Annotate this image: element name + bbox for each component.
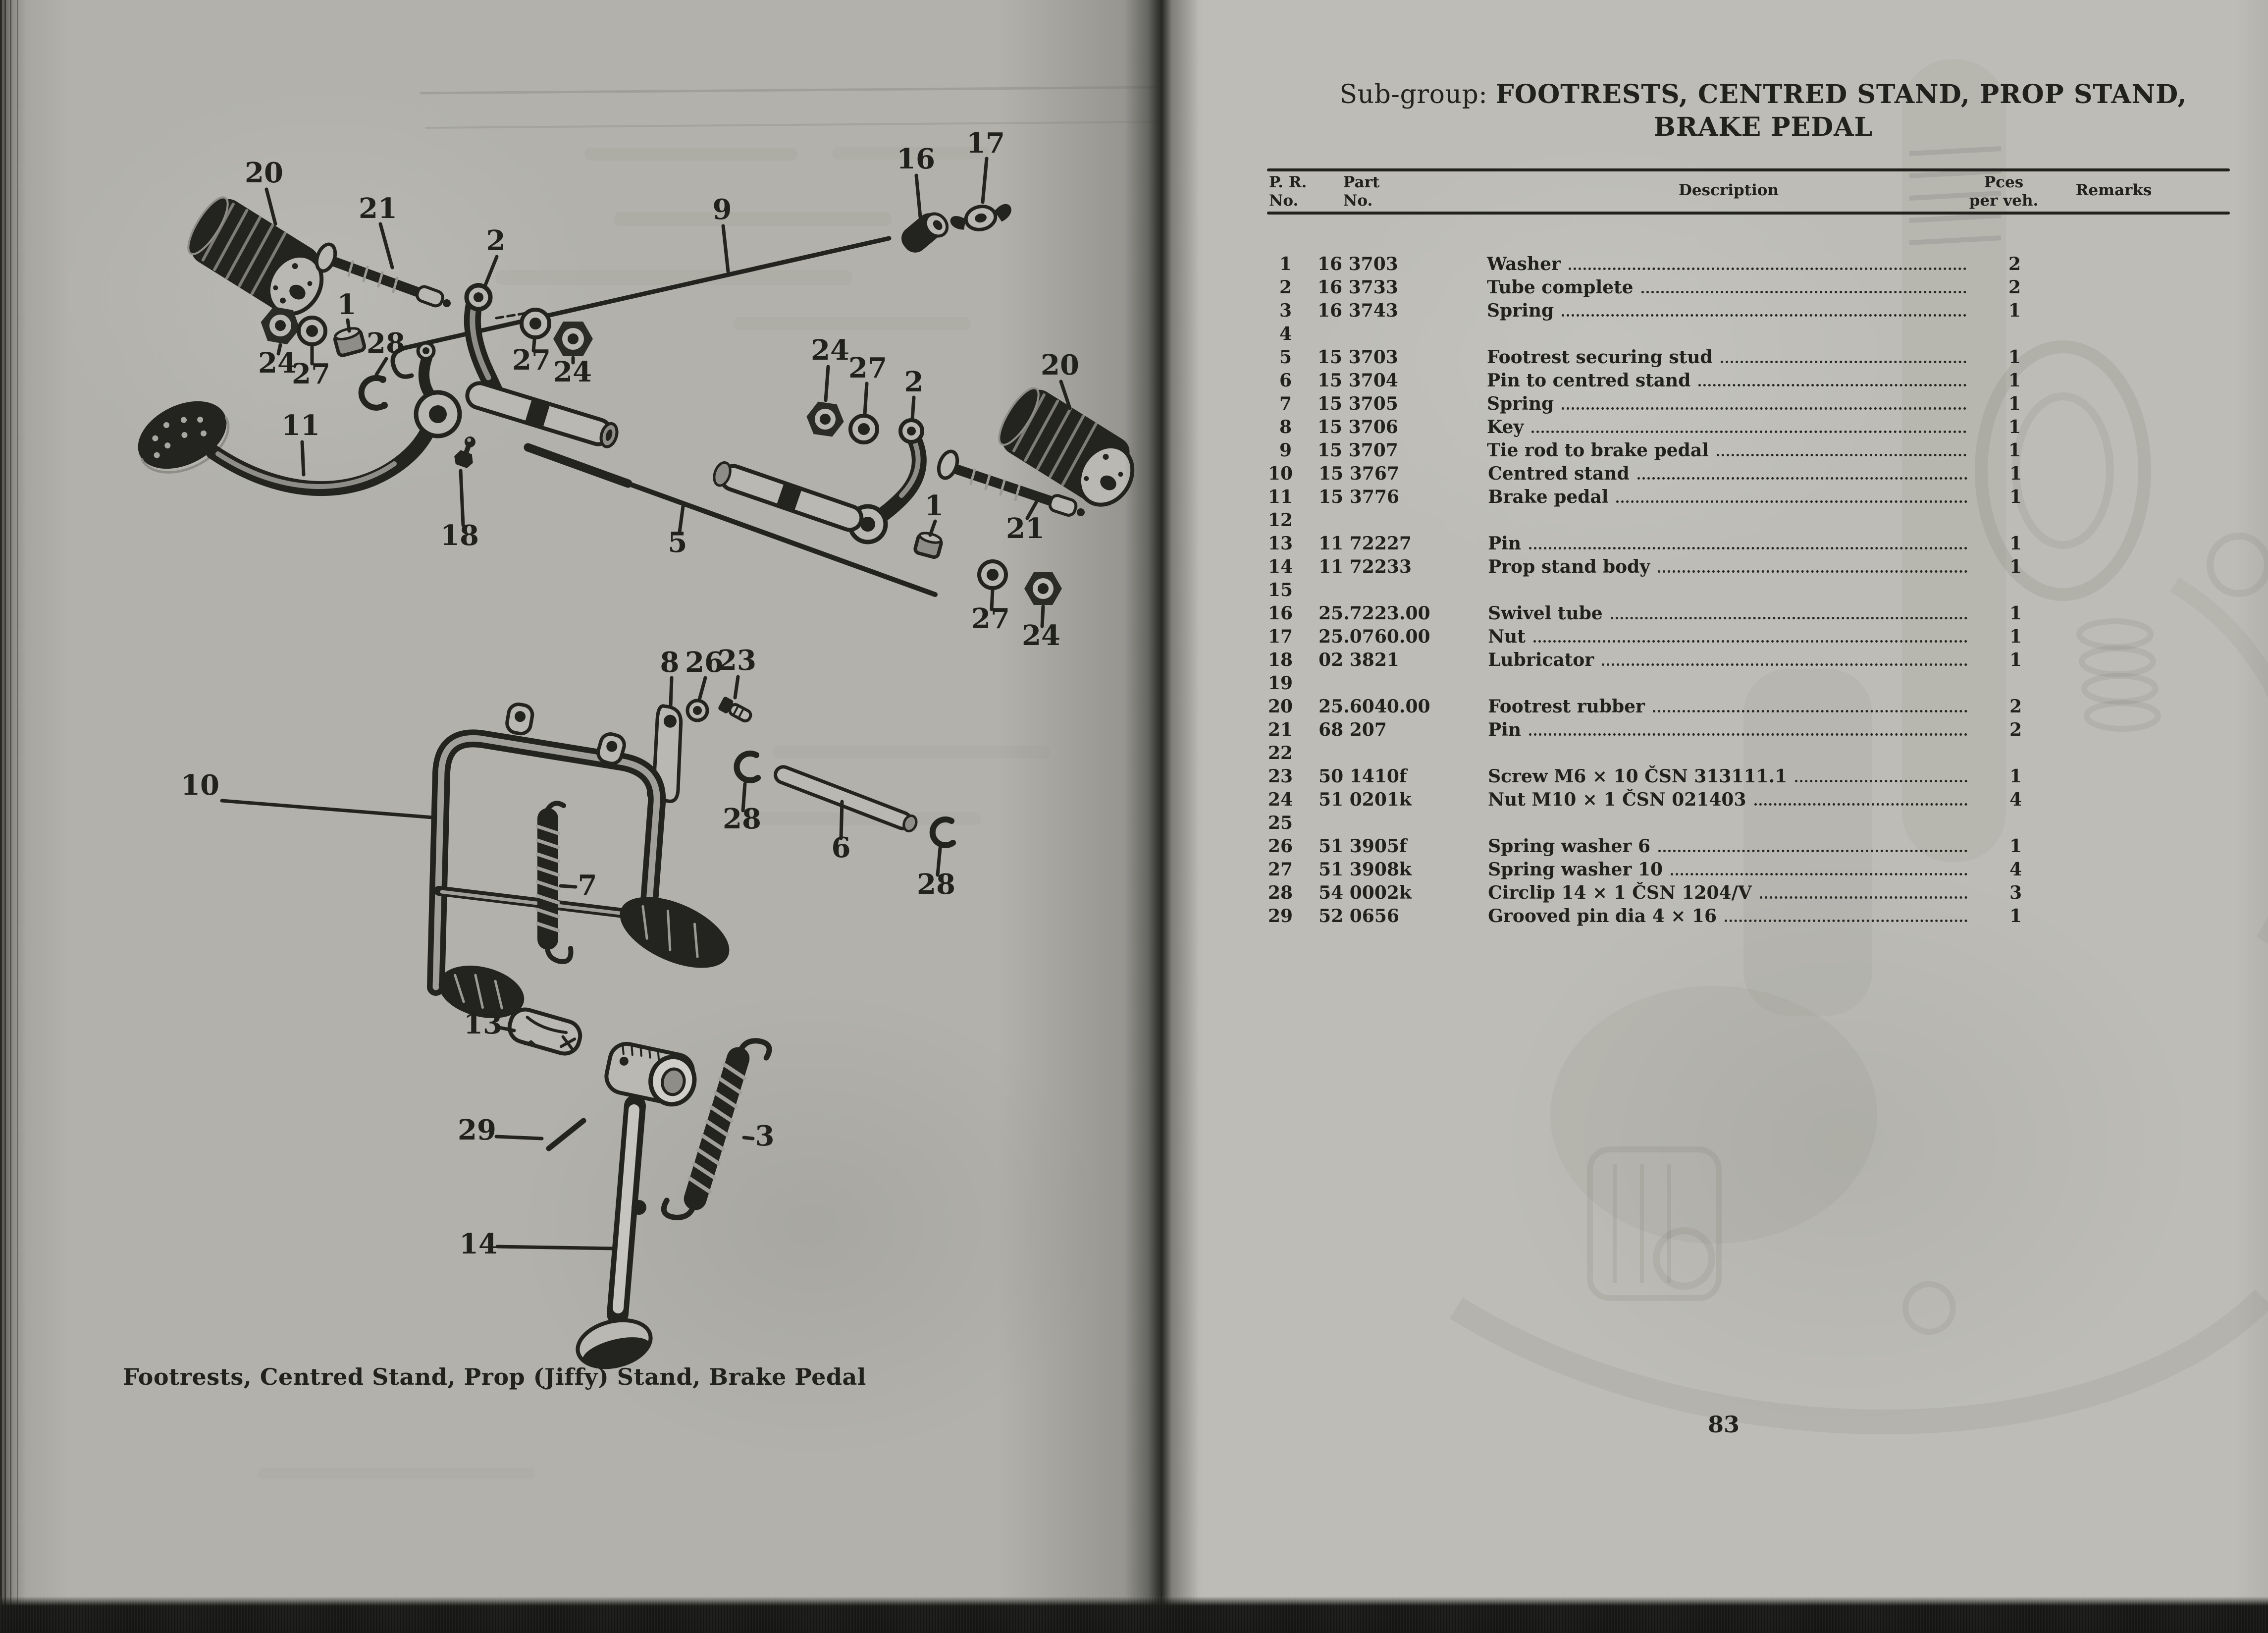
- centre-stand-part: [433, 703, 740, 1026]
- column-header-pces-per-veh: Pces per veh.: [1969, 173, 2039, 210]
- cell-pr-no: 6: [1279, 370, 1292, 391]
- table-row: [1268, 393, 2231, 417]
- cell-pces-per-veh: 1: [2009, 906, 2022, 926]
- table-row: [1268, 743, 2231, 766]
- cell-description: [1487, 347, 1971, 368]
- cell-description: [1487, 417, 1971, 437]
- dotted-leader: [1569, 268, 1966, 270]
- cell-pr-no: 16: [1268, 603, 1293, 624]
- table-row: [1268, 650, 2231, 673]
- description-text: Screw M6 × 10 ČSN 313111.1: [1488, 766, 1788, 787]
- nut-mid: [553, 322, 593, 356]
- dotted-leader: [1533, 640, 1967, 643]
- subgroup-title-line1: [1278, 78, 2249, 111]
- cell-pr-no: 3: [1279, 300, 1292, 321]
- screw-part: [717, 696, 753, 724]
- table-row: [1268, 882, 2231, 906]
- cell-description: [1487, 440, 1971, 461]
- callout-number: 2: [486, 224, 506, 257]
- cell-part-no: 68 207: [1319, 719, 1387, 740]
- table-header-rule: [1267, 212, 2230, 215]
- dotted-leader: [1658, 850, 1967, 852]
- callout-number: 21: [359, 192, 397, 225]
- wing-nut-part: [949, 200, 1014, 235]
- dotted-leader: [1725, 920, 1967, 922]
- description-text: Nut M10 × 1 ČSN 021403: [1488, 789, 1746, 810]
- description-text: Footrest securing stud: [1487, 347, 1713, 368]
- table-row: [1268, 696, 2231, 719]
- cell-description: [1487, 277, 1971, 298]
- cell-pr-no: 15: [1268, 580, 1293, 600]
- cell-description: [1487, 393, 1971, 414]
- callout-number: 20: [245, 157, 283, 189]
- cell-pr-no: 18: [1268, 650, 1293, 670]
- cell-pces-per-veh: 1: [2008, 440, 2021, 461]
- dotted-leader: [1531, 431, 1966, 433]
- description-text: Centred stand: [1488, 463, 1630, 484]
- dotted-leader: [1637, 477, 1967, 480]
- description-text: Spring washer 6: [1488, 836, 1651, 857]
- table-row: [1268, 254, 2231, 277]
- cell-part-no: 15 3703: [1318, 347, 1398, 368]
- cell-pces-per-veh: 1: [2008, 370, 2021, 391]
- cell-part-no: 11 72233: [1319, 556, 1412, 577]
- washer-right: [850, 416, 877, 442]
- table-row: [1268, 300, 2231, 324]
- page-number: 83: [1707, 1411, 1740, 1438]
- dotted-leader: [1717, 454, 1966, 456]
- cell-description: [1488, 789, 1972, 810]
- column-header-description: Description: [1678, 181, 1779, 199]
- table-row: [1268, 789, 2231, 813]
- callout-number: 26: [685, 646, 724, 679]
- washer-left: [299, 318, 325, 344]
- dotted-leader: [1653, 710, 1967, 712]
- callout-number: 20: [1041, 349, 1079, 381]
- footrest-rubber-left: [180, 190, 337, 325]
- description-text: Pin to centred stand: [1487, 370, 1691, 391]
- callout-number: 28: [917, 868, 955, 901]
- column-header-remarks: Remarks: [2075, 181, 2152, 199]
- cell-pces-per-veh: 3: [2009, 882, 2022, 903]
- book-gutter: [1124, 0, 1199, 1633]
- callout-number: 2: [904, 366, 924, 398]
- description-text: Lubricator: [1488, 650, 1594, 670]
- column-header-pr-no: P. R. No.: [1269, 173, 1307, 210]
- cell-pr-no: 14: [1268, 556, 1293, 577]
- subgroup-label: Sub-group:: [1339, 80, 1488, 109]
- table-row: [1268, 719, 2231, 743]
- cell-pr-no: 29: [1268, 906, 1293, 926]
- callout-number: 1: [337, 288, 357, 321]
- cell-part-no: 52 0656: [1319, 906, 1399, 926]
- description-text: Washer: [1487, 254, 1561, 274]
- cell-pces-per-veh: 2: [2008, 254, 2021, 274]
- table-row: [1268, 603, 2231, 626]
- callout-number: 18: [440, 519, 479, 552]
- callout-number: 24: [258, 347, 297, 380]
- callout-number: 7: [578, 869, 597, 902]
- description-text: Tie rod to brake pedal: [1487, 440, 1709, 461]
- cell-part-no: 15 3767: [1319, 463, 1399, 484]
- column-header-part-no: Part No.: [1343, 173, 1380, 210]
- cell-description: [1488, 719, 1972, 740]
- description-text: Brake pedal: [1488, 487, 1609, 507]
- cell-part-no: 54 0002k: [1319, 882, 1412, 903]
- cell-part-no: 25.0760.00: [1319, 626, 1430, 647]
- cell-pr-no: 4: [1279, 324, 1292, 344]
- cell-part-no: 15 3706: [1318, 417, 1398, 437]
- cell-pces-per-veh: 1: [2009, 650, 2022, 670]
- cell-pces-per-veh: 1: [2009, 626, 2022, 647]
- cell-description: [1488, 463, 1972, 484]
- dotted-leader: [1616, 500, 1967, 503]
- dotted-leader: [1658, 570, 1967, 573]
- cell-pces-per-veh: 1: [2009, 603, 2022, 624]
- callout-number: 8: [660, 646, 680, 679]
- grooved-pin-part: [549, 1121, 583, 1148]
- dotted-leader: [1602, 663, 1967, 666]
- cell-pr-no: 21: [1268, 719, 1293, 740]
- cell-pces-per-veh: 2: [2008, 277, 2021, 298]
- cell-pr-no: 12: [1268, 510, 1293, 531]
- table-row: [1268, 580, 2231, 603]
- cell-part-no: 15 3704: [1318, 370, 1398, 391]
- parts-table-body: [1268, 254, 2231, 929]
- description-text: Circlip 14 × 1 ČSN 1204/V: [1488, 882, 1752, 903]
- description-text: Pin: [1488, 533, 1522, 554]
- pin-13-part: [505, 1006, 583, 1059]
- cell-description: [1488, 882, 1972, 903]
- cell-pr-no: 11: [1268, 487, 1293, 507]
- cell-pr-no: 9: [1279, 440, 1292, 461]
- dotted-leader: [1671, 873, 1967, 875]
- callout-number: 24: [553, 356, 592, 388]
- dotted-leader: [1760, 896, 1967, 899]
- cell-description: [1488, 696, 1972, 717]
- cell-part-no: 51 0201k: [1319, 789, 1412, 810]
- dotted-leader: [1698, 384, 1966, 386]
- cell-description: [1487, 370, 1971, 391]
- callout-number: 28: [367, 327, 405, 360]
- callout-number: 10: [181, 769, 219, 802]
- cell-pr-no: 1: [1279, 254, 1292, 274]
- cell-pces-per-veh: 1: [2009, 766, 2022, 787]
- cell-pces-per-veh: 1: [2008, 347, 2021, 368]
- table-row: [1268, 487, 2231, 510]
- description-text: Prop stand body: [1488, 556, 1650, 577]
- cell-pr-no: 23: [1268, 766, 1293, 787]
- cell-pr-no: 25: [1268, 813, 1293, 833]
- bleed-through-artifacts: [258, 87, 1157, 1479]
- dotted-leader: [1529, 733, 1967, 736]
- description-text: Spring: [1487, 393, 1554, 414]
- prop-stand-part: [573, 1040, 699, 1374]
- cell-pr-no: 17: [1268, 626, 1293, 647]
- callout-number: 3: [755, 1120, 775, 1152]
- securing-stud-left: [313, 242, 451, 308]
- cell-part-no: 11 72227: [1319, 533, 1412, 554]
- cell-pces-per-veh: 1: [2008, 300, 2021, 321]
- lubricator-part: [452, 434, 481, 470]
- table-row: [1268, 510, 2231, 533]
- cell-description: [1488, 626, 1972, 647]
- table-row: [1268, 277, 2231, 300]
- callout-number: 28: [723, 803, 761, 835]
- figure-caption: Footrests, Centred Stand, Prop (Jiffy) Stand, Brake Pedal: [123, 1363, 866, 1390]
- cell-pces-per-veh: 1: [2009, 463, 2022, 484]
- circlip-left: [362, 376, 388, 409]
- cell-part-no: 16 3703: [1318, 254, 1398, 274]
- cell-pces-per-veh: 2: [2009, 696, 2022, 717]
- table-row: [1268, 859, 2231, 882]
- washer-26: [687, 701, 707, 720]
- cell-pr-no: 27: [1268, 859, 1293, 880]
- table-row: [1268, 813, 2231, 836]
- dotted-leader: [1529, 547, 1967, 549]
- table-row: [1268, 463, 2231, 487]
- table-row: [1268, 836, 2231, 859]
- table-row: [1268, 673, 2231, 696]
- description-text: Spring: [1487, 300, 1554, 321]
- table-row: [1268, 906, 2231, 929]
- cell-pces-per-veh: 1: [2009, 836, 2022, 857]
- cell-part-no: 16 3733: [1318, 277, 1398, 298]
- description-text: Grooved pin dia 4 × 16: [1488, 906, 1717, 926]
- callout-number: 27: [292, 358, 330, 390]
- callout-number: 27: [971, 602, 1010, 635]
- callout-number: 14: [459, 1228, 498, 1260]
- cell-pr-no: 28: [1268, 882, 1293, 903]
- stand-spring-part: [537, 803, 571, 962]
- subgroup-title-line2: BRAKE PEDAL: [1653, 112, 1873, 142]
- cell-pces-per-veh: 1: [2008, 417, 2021, 437]
- callout-number: 16: [897, 143, 935, 175]
- book-left-edge: [0, 0, 27, 1633]
- right-page: [1159, 0, 2268, 1633]
- cell-part-no: 16 3743: [1318, 300, 1398, 321]
- cell-part-no: 50 1410f: [1319, 766, 1407, 787]
- table-row: [1268, 766, 2231, 789]
- dotted-leader: [1721, 361, 1966, 363]
- callout-number: 27: [848, 352, 887, 384]
- description-text: Tube complete: [1487, 277, 1634, 298]
- callout-number: 6: [831, 831, 851, 864]
- cell-part-no: 51 3905f: [1319, 836, 1407, 857]
- subgroup-name: FOOTRESTS, CENTRED STAND, PROP STAND,: [1495, 79, 2187, 109]
- cell-part-no: 25.6040.00: [1319, 696, 1430, 717]
- cell-description: [1488, 766, 1972, 787]
- callout-number: 9: [712, 193, 732, 226]
- callout-number: 24: [811, 334, 849, 367]
- cell-pces-per-veh: 1: [2009, 487, 2022, 507]
- table-row: [1268, 556, 2231, 580]
- cell-pces-per-veh: 4: [2009, 859, 2022, 880]
- callout-number: 11: [281, 409, 320, 442]
- description-text: Footrest rubber: [1488, 696, 1645, 717]
- cell-description: [1488, 906, 1972, 926]
- cell-description: [1488, 533, 1972, 554]
- dotted-leader: [1611, 617, 1967, 619]
- cell-pr-no: 22: [1268, 743, 1293, 763]
- cell-pr-no: 13: [1268, 533, 1293, 554]
- cell-pr-no: 24: [1268, 789, 1293, 810]
- cell-pr-no: 8: [1279, 417, 1292, 437]
- callout-number: 23: [718, 644, 756, 677]
- cell-pces-per-veh: 4: [2009, 789, 2022, 810]
- cell-part-no: 25.7223.00: [1319, 603, 1430, 624]
- callout-number: 29: [458, 1114, 496, 1146]
- cell-pr-no: 26: [1268, 836, 1293, 857]
- cell-part-no: 15 3776: [1319, 487, 1399, 507]
- cell-description: [1487, 254, 1971, 274]
- cell-pr-no: 7: [1279, 393, 1292, 414]
- cell-pr-no: 2: [1279, 277, 1292, 298]
- cell-description: [1488, 650, 1972, 670]
- cell-pr-no: 10: [1268, 463, 1293, 484]
- callout-number: 5: [668, 526, 687, 559]
- table-top-rule: [1267, 168, 2230, 171]
- cell-part-no: 15 3705: [1318, 393, 1398, 414]
- table-row: [1268, 324, 2231, 347]
- dotted-leader: [1641, 291, 1966, 293]
- description-text: Key: [1487, 417, 1524, 437]
- swivel-tube-part: [897, 206, 951, 259]
- washer-mid: [522, 310, 549, 337]
- description-text: Spring washer 10: [1488, 859, 1663, 880]
- callout-number: 13: [464, 1008, 502, 1040]
- circlip-right: [933, 818, 956, 846]
- cell-part-no: 15 3707: [1318, 440, 1398, 461]
- callout-number: 27: [512, 344, 551, 377]
- cell-description: [1488, 487, 1972, 507]
- cell-part-no: 02 3821: [1319, 650, 1399, 670]
- nut-right: [804, 400, 846, 438]
- washer-lower-right: [979, 561, 1006, 588]
- cell-pces-per-veh: 1: [2009, 556, 2022, 577]
- callout-number: 21: [1006, 512, 1045, 545]
- description-text: Pin: [1488, 719, 1522, 740]
- callout-number: 17: [966, 127, 1005, 160]
- callout-number: 1: [924, 490, 944, 522]
- cell-description: [1488, 859, 1972, 880]
- circlip-centre: [737, 752, 761, 781]
- scan-bottom-shadow: [0, 1596, 2268, 1633]
- table-row: [1268, 370, 2231, 393]
- dotted-leader: [1754, 803, 1968, 806]
- cell-pces-per-veh: 2: [2009, 719, 2022, 740]
- description-text: Swivel tube: [1488, 603, 1603, 624]
- table-row: [1268, 533, 2231, 556]
- dotted-leader: [1562, 407, 1966, 410]
- description-text: Nut: [1488, 626, 1526, 647]
- table-row: [1268, 347, 2231, 370]
- cell-part-no: 51 3908k: [1319, 859, 1412, 880]
- dotted-leader: [1562, 314, 1966, 317]
- callout-number: 24: [1022, 619, 1060, 652]
- cell-description: [1487, 300, 1971, 321]
- cell-pces-per-veh: 1: [2008, 393, 2021, 414]
- cell-description: [1488, 836, 1972, 857]
- cell-pr-no: 19: [1268, 673, 1293, 694]
- table-row: [1268, 440, 2231, 463]
- cell-description: [1488, 556, 1972, 577]
- nut-lower-right: [1024, 572, 1062, 605]
- cell-pr-no: 5: [1279, 347, 1292, 368]
- cell-pr-no: 20: [1268, 696, 1293, 717]
- cell-pces-per-veh: 1: [2009, 533, 2022, 554]
- dotted-leader: [1795, 780, 1967, 782]
- table-row: [1268, 626, 2231, 650]
- cell-description: [1488, 603, 1972, 624]
- table-row: [1268, 417, 2231, 440]
